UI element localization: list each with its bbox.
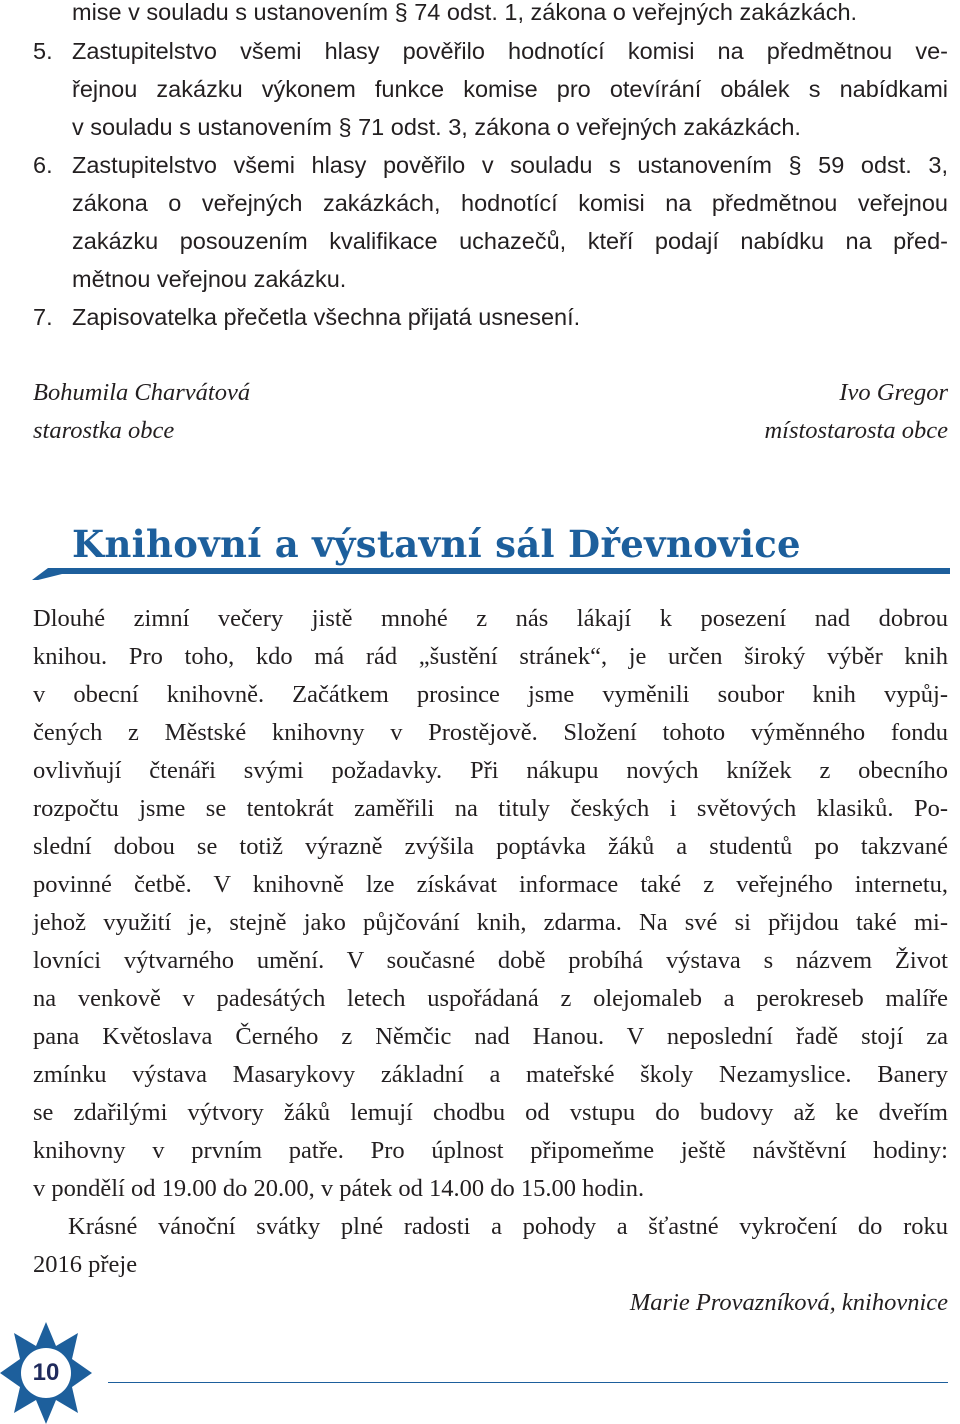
paragraph-line: pana Květoslava Černého z Němčic nad Hanou. V neposlední řadě stojí za (33, 1023, 948, 1050)
list-item-6-line: Zastupitelstvo všemi hlasy pověřilo v souladu s ustanovením § 59 odst. 3, (72, 152, 948, 178)
paragraph-line: v pondělí od 19.00 do 20.00, v pátek od 14.00 do 15.00 hodin. (33, 1175, 645, 1202)
list-number-5: 5. (33, 38, 53, 64)
list-item-6-line: zákona o veřejných zakázkách, hodnotící komisi na předmětnou veřejnou (72, 190, 948, 216)
paragraph-line: čených z Městské knihovny v Prostějově. Složení tohoto výměnného fondu (33, 719, 948, 746)
list-item-4-continuation: mise v souladu s ustanovením § 74 odst. 1, zákona o veřejných zakázkách. (72, 0, 858, 25)
paragraph-line: v obecní knihovně. Začátkem prosince jsme vyměnili soubor knih vypůj- (33, 681, 948, 708)
section-title: Knihovní a výstavní sál Dřevnovice (72, 522, 801, 566)
paragraph-line: knihovny v prvním patře. Pro úplnost připomeňme ještě návštěvní hodiny: (33, 1137, 948, 1164)
signature-left-name: Bohumila Charvátová (33, 379, 251, 406)
paragraph-line: zmínku výstava Masarykovy základní a mateřské školy Nezamyslice. Banery (33, 1061, 948, 1088)
paragraph-line: slední dobou se totiž výrazně zvýšila poptávka žáků a studentů po takzvané (33, 833, 948, 860)
signature-right-name: Ivo Gregor (839, 379, 948, 406)
paragraph-line: na venkově v padesátých letech uspořádaná z olejomaleb a perokreseb malíře (33, 985, 948, 1012)
paragraph-line: povinné četbě. V knihovně lze získávat informace také z veřejného internetu, (33, 871, 948, 898)
signature-right-role: místostarosta obce (764, 417, 948, 444)
author-signature: Marie Provazníková, knihovnice (629, 1289, 948, 1316)
list-number-6: 6. (33, 152, 53, 178)
list-item-6-line: zakázku posouzením kvalifikace uchazečů, kteří podají nabídku na před- (72, 228, 948, 254)
paragraph-line: jehož využití je, stejně jako půjčování knih, zdarma. Na své si přijdou také mi- (33, 909, 948, 936)
list-item-5-line: Zastupitelstvo všemi hlasy pověřilo hodnotící komisi na předmětnou ve- (72, 38, 948, 64)
paragraph-line: lovníci výtvarného umění. V současné době probíhá výstava s názvem Život (33, 947, 948, 974)
list-item-6-line: mětnou veřejnou zakázku. (72, 266, 347, 292)
footer-divider (108, 1382, 948, 1383)
page-number: 10 (32, 1359, 60, 1386)
section-title-underline (32, 568, 950, 580)
closing-line: Krásné vánoční svátky plné radosti a pohody a šťastné vykročení do roku (68, 1213, 948, 1240)
paragraph-line: rozpočtu jsme se tentokrát zaměřili na tituly českých i světových klasiků. Po- (33, 795, 948, 822)
paragraph-line: knihou. Pro toho, kdo má rád „šustění stránek“, je určen široký výběr knih (33, 643, 948, 670)
list-item-7-line: Zapisovatelka přečetla všechna přijatá usnesení. (72, 304, 581, 330)
closing-line: 2016 přeje (33, 1251, 138, 1278)
paragraph-line: Dlouhé zimní večery jistě mnohé z nás lákají k posezení nad dobrou (33, 605, 948, 632)
paragraph-line: se zdařilými výtvory žáků lemují chodbu od vstupu do budovy až ke dveřím (33, 1099, 948, 1126)
signature-left-role: starostka obce (33, 417, 175, 444)
list-item-5-line: řejnou zakázku výkonem funkce komise pro otevírání obálek s nabídkami (72, 76, 948, 102)
list-number-7: 7. (33, 304, 53, 330)
list-item-5-line: v souladu s ustanovením § 71 odst. 3, zákona o veřejných zakázkách. (72, 114, 801, 140)
paragraph-line: ovlivňují čtenáři svými požadavky. Při nákupu nových knížek z obecního (33, 757, 948, 784)
